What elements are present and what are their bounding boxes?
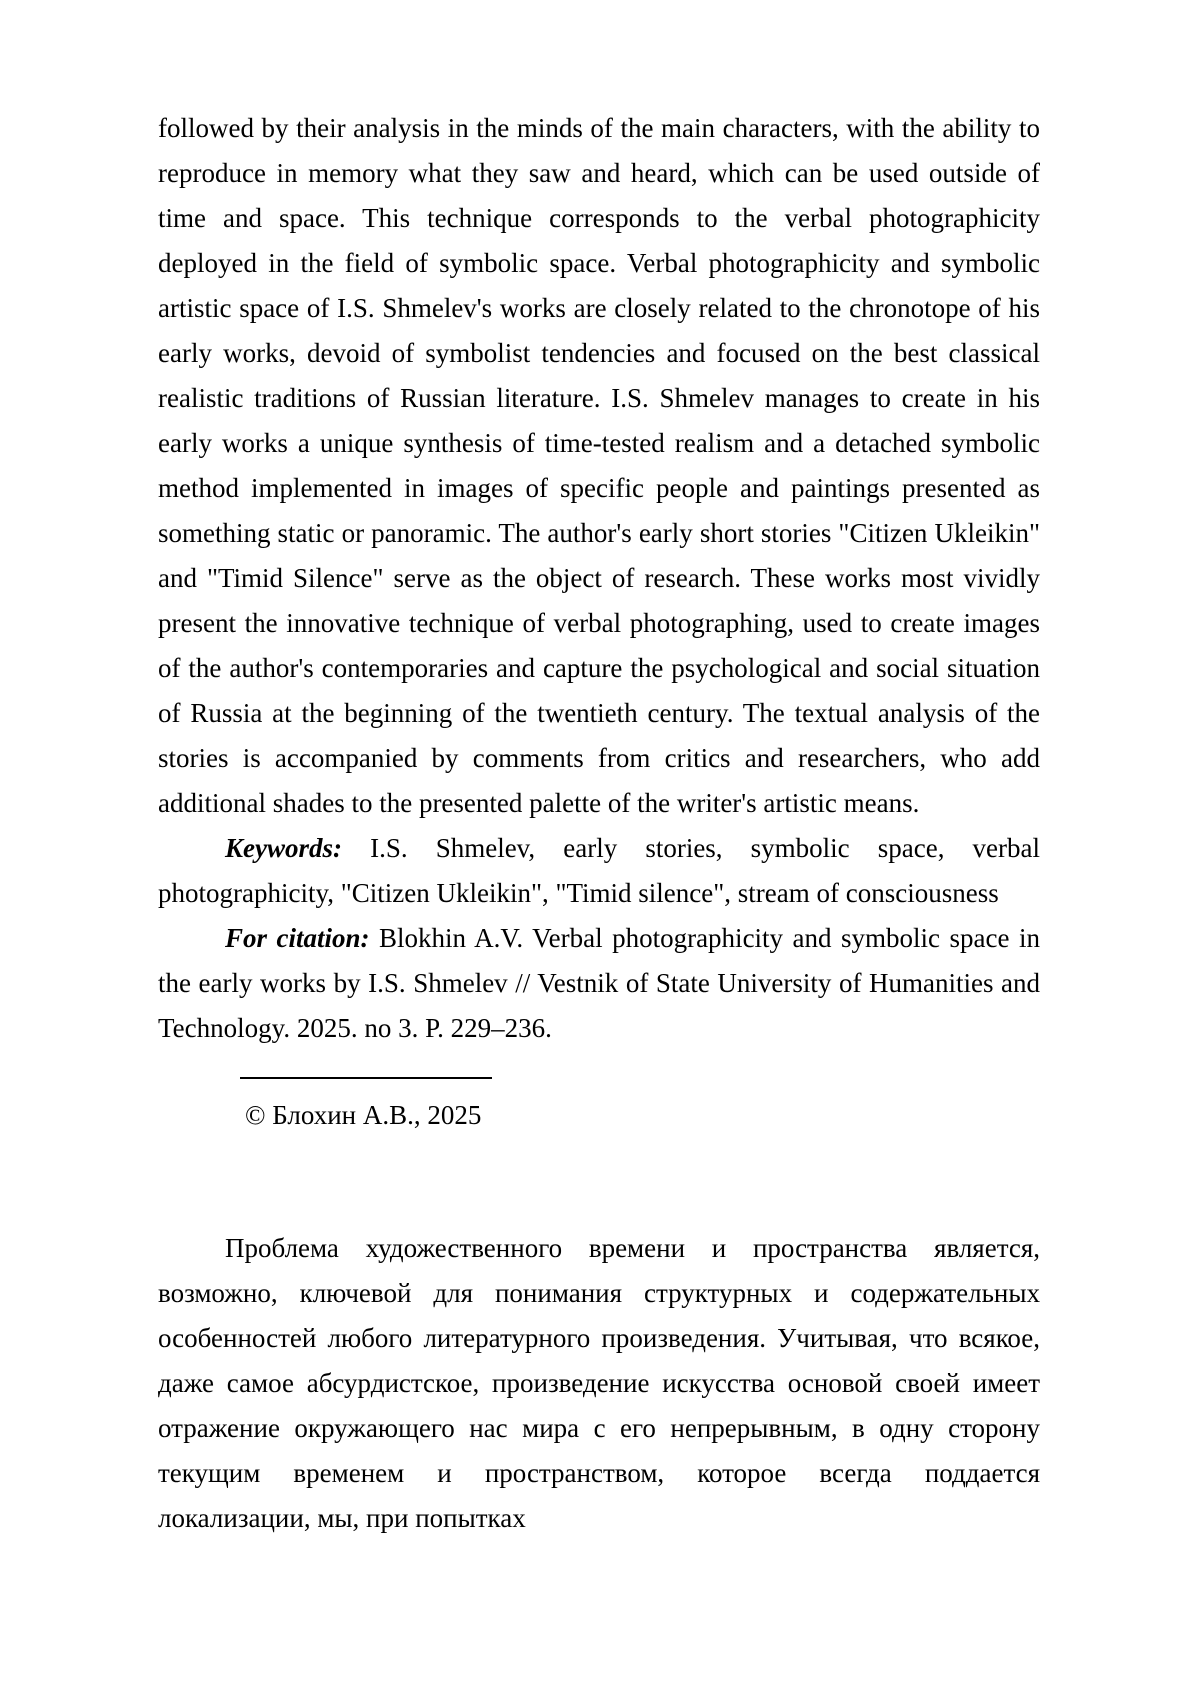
keywords-label: Keywords: [225,833,342,863]
citation-paragraph [158,916,1040,1051]
citation-text: Blokhin A.V. Verbal photographicity and symbolic space in the early works by I.S. Shmelev // Vestnik of State University of Humanities and Technology. 2025. no 3. P. 229–236. [158,923,1041,1043]
footnote-separator-rule [240,1077,492,1079]
body-paragraph: Проблема художественного времени и пространства является, возможно, ключевой для понимания структурных и содержательных особенностей любого литературного произведения. Учитывая, что всякое, даже самое абсурдистское, произведение искусства основой своей имеет отражение окружающего нас мира с его непрерывным, в одну сторону текущим временем и пространством, которое всегда поддается локализации, мы, при попытках [158,1233,1040,1533]
keywords-paragraph [158,826,1040,916]
citation-label: For citation: [225,923,370,953]
copyright-line: © Блохин А.В., 2025 [245,1100,482,1130]
abstract-continuation-paragraph: followed by their analysis in the minds of the main characters, with the ability to reproduce in memory what they saw and heard, which can be used outside of time and space. This technique corresponds to the verbal photographicity deployed in the field of symbolic space. Verbal photographicity and symbolic artistic space of I.S. Shmelev's works are closely related to the chronotope of his early works, devoid of symbolist tendencies and focused on the best classical realistic traditions of Russian literature. I.S. Shmelev manages to create in his early works a unique synthesis of time-tested realism and a detached symbolic method implemented in images of specific people and paintings presented as something static or panoramic. The author's early short stories "Citizen Ukleikin" and "Timid Silence" serve as the object of research. These works most vividly present the innovative technique of verbal photographing, used to create images of the author's contemporaries and capture the psychological and social situation of Russia at the beginning of the twentieth century. The textual analysis of the stories is accompanied by comments from critics and researchers, who add additional shades to the presented palette of the writer's artistic means. [158,113,1040,818]
keywords-text: I.S. Shmelev, early stories, symbolic space, verbal photographicity, "Citizen Ukleikin", "Timid silence", stream of consciousness [158,833,1041,908]
